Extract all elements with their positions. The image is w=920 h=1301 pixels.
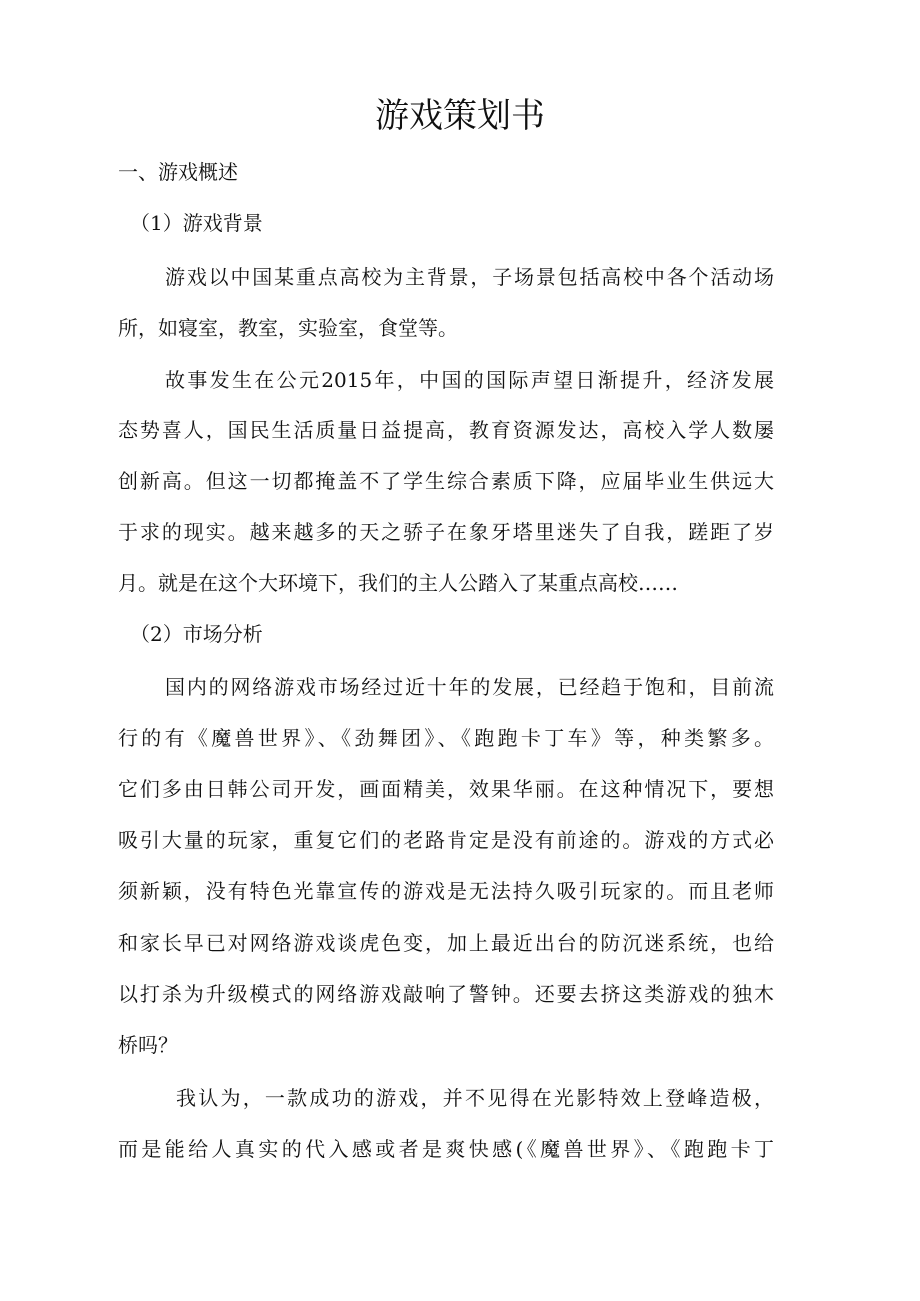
section-heading-overview: 一、游戏概述: [118, 160, 238, 184]
paragraph-line: 于求的现实。越来越多的天之骄子在象牙塔里迷失了自我，蹉距了岁: [118, 520, 774, 544]
paragraph-line: 须新颖，没有特色光靠宣传的游戏是无法持久吸引玩家的。而且老师: [118, 879, 774, 903]
paragraph-line: 以打杀为升级模式的网络游戏敲响了警钟。还要去挤这类游戏的独木: [118, 982, 774, 1006]
paragraph-line: 创新高。但这一切都掩盖不了学生综合素质下降，应届毕业生供远大: [118, 469, 774, 493]
subsection-heading-background: （1）游戏背景: [130, 211, 263, 235]
paragraph-line: 和家长早已对网络游戏谈虎色变，加上最近出台的防沉迷系统，也给: [118, 931, 774, 955]
subsection-heading-market: （2）市场分析: [130, 622, 263, 646]
paragraph-line: 所，如寝室，教室，实验室，食堂等。: [118, 316, 458, 340]
paragraph-line: 吸引大量的玩家，重复它们的老路肯定是没有前途的。游戏的方式必: [118, 828, 774, 852]
paragraph-line: 我认为，一款成功的游戏，并不见得在光影特效上登峰造极，: [176, 1086, 774, 1110]
paragraph-line: 国内的网络游戏市场经过近十年的发展，已经趋于饱和，目前流: [165, 675, 774, 699]
paragraph-line: 态势喜人，国民生活质量日益提高，教育资源发达，高校入学人数屡: [118, 418, 774, 442]
document-title: 游戏策划书: [375, 96, 545, 136]
paragraph-line: 月。就是在这个大环境下，我们的主人公踏入了某重点高校……: [118, 571, 678, 595]
paragraph-line: 游戏以中国某重点高校为主背景，子场景包括高校中各个活动场: [165, 265, 774, 289]
paragraph-line: 桥吗？: [118, 1033, 178, 1057]
paragraph-line: 故事发生在公元2015年，中国的国际声望日渐提升，经济发展: [165, 368, 774, 392]
paragraph-line: 行的有《魔兽世界》、《劲舞团》、《跑跑卡丁车》等，种类繁多。: [118, 726, 774, 750]
paragraph-line: 而是能给人真实的代入感或者是爽快感(《魔兽世界》、《跑跑卡丁: [118, 1137, 774, 1161]
paragraph-line: 它们多由日韩公司开发，画面精美，效果华丽。在这种情况下，要想: [118, 777, 774, 801]
